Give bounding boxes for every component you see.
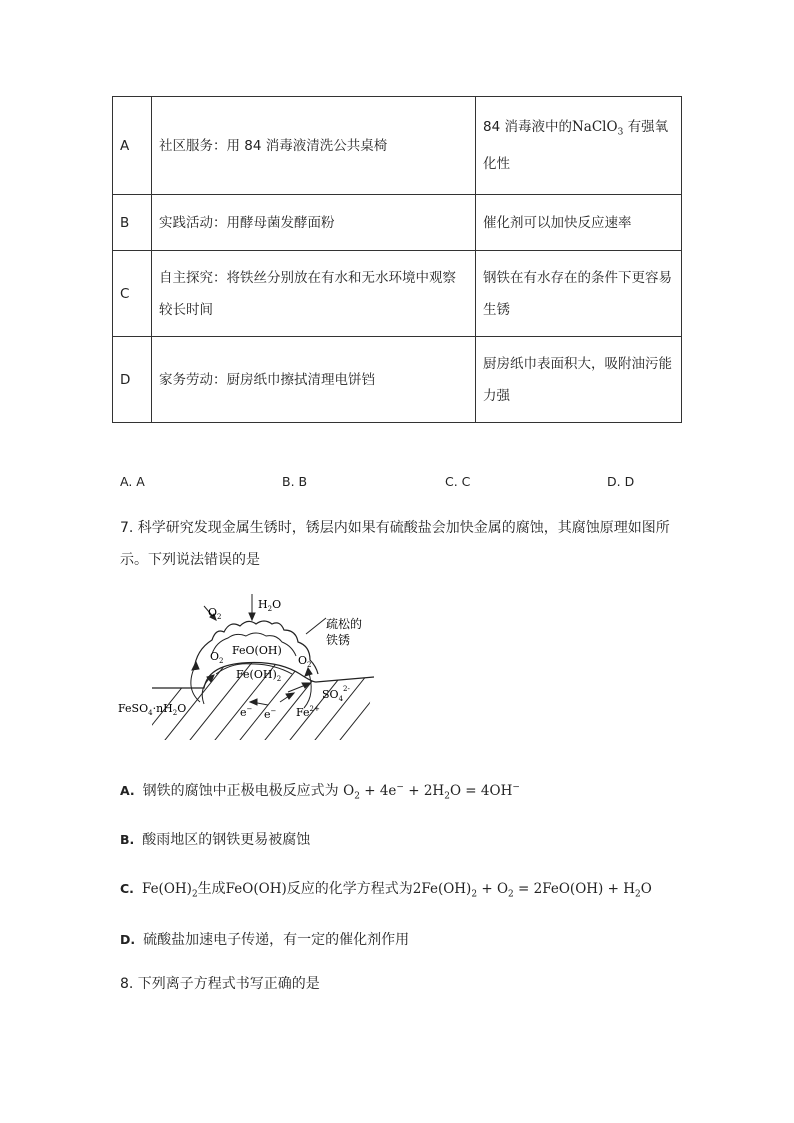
reason-text-tail: 有强氧化性 [483, 118, 669, 173]
choice-a[interactable]: A. A [120, 474, 145, 489]
loose-rust-label-1: 疏松的 [326, 617, 363, 631]
rust-pointer-line [306, 618, 326, 634]
choice-b[interactable]: B. B [282, 474, 308, 489]
electron-arrowhead-2 [286, 693, 294, 699]
o2-top-label: $O_2$ [208, 606, 222, 621]
q7-option-a[interactable]: A. 钢铁的腐蚀中正极电极反应式为 $O_2 + 4e^- + 2H_2O = 4OH^-$ [120, 782, 520, 802]
o2-right-label: $O_2$ [298, 654, 312, 669]
q7-option-d[interactable]: D. 硫酸盐加速电子传递，有一定的催化剂作用 [120, 932, 410, 948]
table-row [113, 195, 682, 251]
q7-option-b[interactable]: B. 酸雨地区的钢铁更易被腐蚀 [120, 832, 311, 848]
option-d-text: 硫酸盐加速电子传递，有一定的催化剂作用 [143, 932, 410, 948]
left-outer-arrowhead [192, 662, 199, 670]
reason-text: 84 消毒液中的 [483, 118, 572, 135]
row-letter: D [113, 337, 152, 423]
options-table [112, 96, 682, 423]
electron-label-1: e− [240, 705, 253, 719]
option-b-text: 酸雨地区的钢铁更易被腐蚀 [142, 832, 311, 848]
option-c-product: FeO(OH) [225, 881, 287, 897]
option-c-reactant: $Fe(OH)_2$ [141, 881, 198, 900]
row-reason [476, 97, 682, 195]
row-reason: 钢铁在有水存在的条件下更容易生锈 [476, 251, 682, 337]
o2-left-label: $O_2$ [210, 650, 224, 665]
row-activity: 实践活动：用酵母菌发酵面粉 [152, 195, 476, 251]
left-inner-arrowhead [207, 675, 214, 682]
electron-label-2: e− [264, 707, 277, 721]
option-c-equation: $2Fe(OH)_2 + O_2 = 2FeO(OH) + H_2O$ [412, 881, 652, 900]
question-8-stem: 8. 下列离子方程式书写正确的是 [120, 976, 320, 992]
fe2-label: $Fe^{2+}$ [296, 705, 320, 719]
right-outer-arrowhead [305, 668, 312, 676]
option-c-text-2: 反应的化学方程式为 [286, 881, 413, 897]
row-letter: A [113, 97, 152, 195]
corrosion-diagram [112, 590, 392, 750]
question-7-stem: 7. 科学研究发现金属生锈时，锈层内如果有硫酸盐会加快金属的腐蚀，其腐蚀原理如图所示。下列说法错误的是 [120, 520, 670, 568]
row-activity: 家务劳动：厨房纸巾擦拭清理电饼铛 [152, 337, 476, 423]
choice-d[interactable]: D. D [607, 474, 635, 489]
row-letter: C [113, 251, 152, 337]
q7-option-c[interactable]: C. $Fe(OH)_2$生成FeO(OH)反应的化学方程式为$2Fe(OH)_2 + O_2 = 2FeO(OH) + H_2O$ [120, 881, 652, 900]
naclo3-formula: NaClO$_3$ [571, 118, 624, 138]
row-letter: B [113, 195, 152, 251]
row-reason: 催化剂可以加快反应速率 [476, 195, 682, 251]
option-c-text-1: 生成 [197, 881, 226, 897]
feoh2-label: $Fe(OH)_2$ [236, 668, 282, 683]
feso4-label: $FeSO_4\cdot nH_2O$ [118, 702, 187, 717]
answer-choices [0, 474, 794, 494]
option-a-formula: $O_2 + 4e^- + 2H_2O = 4OH^-$ [343, 782, 520, 802]
row-activity: 社区服务：用 84 消毒液清洗公共桌椅 [152, 97, 476, 195]
table-row [113, 337, 682, 423]
choice-c[interactable]: C. C [445, 474, 471, 489]
h2o-label: $H_2O$ [258, 598, 282, 613]
row-activity: 自主探究：将铁丝分别放在有水和无水环境中观察较长时间 [152, 251, 476, 337]
h2o-arrowhead [249, 613, 255, 620]
so4-label: $SO_4^{2-}$ [322, 685, 350, 703]
table-row [113, 97, 682, 195]
loose-rust-label-2: 铁锈 [326, 633, 351, 647]
option-a-text: 钢铁的腐蚀中正极电极反应式为 [142, 783, 339, 799]
feooh-label: FeO(OH) [232, 644, 282, 657]
table-row [113, 251, 682, 337]
row-reason: 厨房纸巾表面积大，吸附油污能力强 [476, 337, 682, 423]
